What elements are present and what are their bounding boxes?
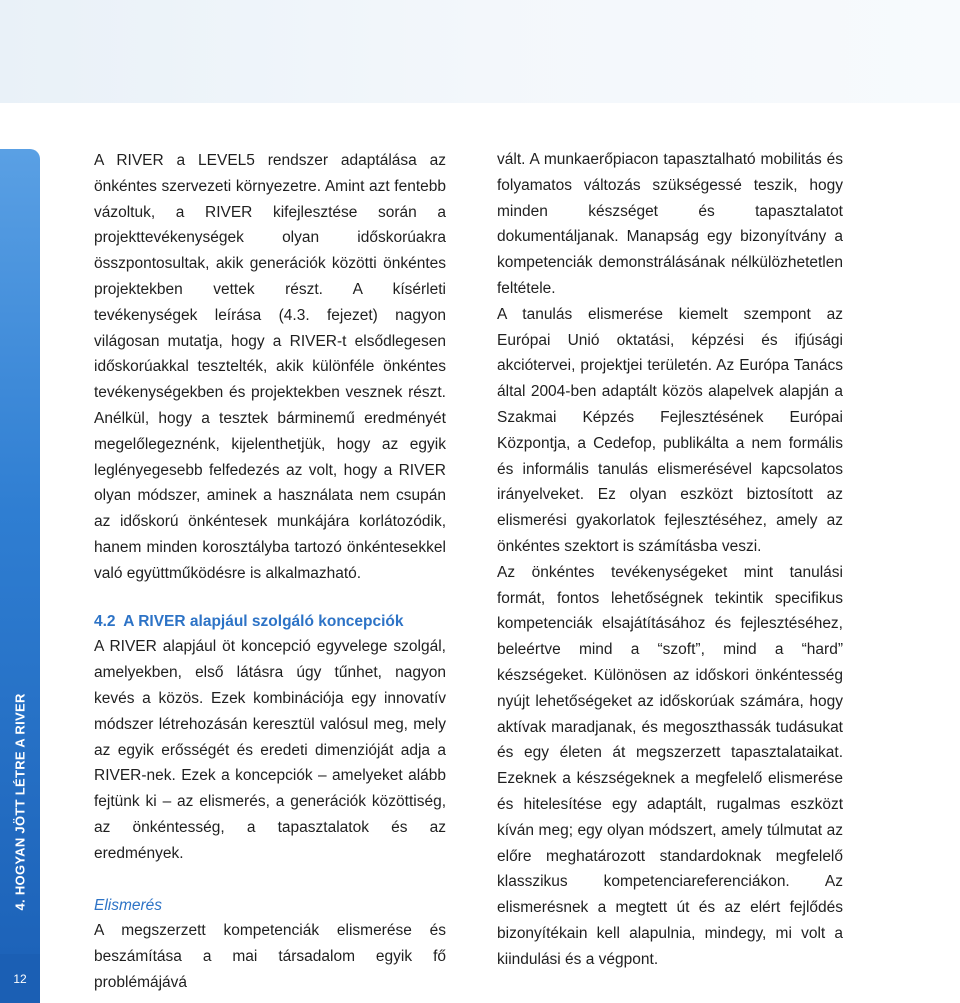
right-paragraph-2: A tanulás elismerése kiemelt szempont az Európai Unió oktatási, képzési és ifjúsági akciótervei, projektjei területén. Az Európa Tanács által 2004-ben adaptált közös alapelvek alapján a Szakmai Képzés Fejlesztésének Európai Központja, a Cedefop, publikálta a nem formális és informális tanulás elismerésével kapcsolatos irányelveket. Ez olyan eszközt biztosított az elismerési gyakorlatok fejlesztéséhez, amely az önkéntes szektort is számításba veszi. xyxy=(497,305,843,555)
header-band xyxy=(0,0,960,103)
subheading: Elismerés xyxy=(94,896,163,914)
right-paragraph-3: Az önkéntes tevékenységeket mint tanulási formát, fontos lehetőségnek tekintik specifikus kompetenciák elsajátításához és fejlesztéséhez, beleértve mind a “szoft”, mind a “hard” készségeket. Különösen az időskori önkéntesség nyújt lehetőségeket az időskorúak számára, hogy aktívak maradjanak, és megoszthassák tudásukat és egy életen át megszerzett tapasztalataikat. Ezeknek a készségeknek a megfelelő elismerése és hitelesítése egy adaptált, rugalmas eszközt kíván meg; egy olyan módszert, amely túlmutat az előre meghatározott standardoknak megfelelő klasszikus kompetenciareferenciákon. Az elismerésnek a megtett út és az elért fejlődés bizonyítékain kell alapulnia, mindegy, mi volt a kiindulási és a végpont. xyxy=(497,563,843,968)
left-paragraph-1: A RIVER a LEVEL5 rendszer adaptálása az önkéntes szervezeti környezetre. Amint azt fentebb vázoltuk, a RIVER kifejlesztése során a projekttevékenységek olyan időskorúakra összpontosultak, akik generációk közötti önkéntes projektekben vettek részt. A kísérleti tevékenységek leírása (4.3. fejezet) nagyon világosan mutatja, hogy a RIVER-t elsődlegesen időskorúakkal tesztelték, akik különféle önkéntes tevékenységekben és projektekben vesznek részt. Anélkül, hogy a tesztek bárminemű eredményét megelőlegeznénk, kijelenthetjük, hogy az egyik leglényegesebb felfedezés az volt, hogy a RIVER olyan módszer, aminek a használata nem csupán az időskorú önkéntesek munkájára korlátozódik, hanem minden korosztályba tartozó önkéntesekkel való együttműködésre is alkalmazható. xyxy=(94,152,446,582)
chapter-side-bar xyxy=(0,149,40,954)
page-number: 12 xyxy=(13,971,27,986)
right-column xyxy=(497,147,843,973)
left-paragraph-3: A megszerzett kompetenciák elismerése és beszámítása a mai társadalom egyik fő problémájává xyxy=(94,922,446,991)
section-number: 4.2 xyxy=(94,612,116,630)
left-paragraph-2: A RIVER alapjául öt koncepció egyvelege szolgál, amelyekben, első látásra úgy tűnhet, nagyon kevés a közös. Ezek kombinációja egy innovatív módszer létrehozásán keresztül valósul meg, mely az egyik erősségét és eredeti dimenzióját adja a RIVER-nek. Ezek a koncepciók – amelyeket alább fejtünk ki – az elismerés, a generációk közöttiség, az önkéntesség, a tapasztalatok és az eredmények. xyxy=(94,638,446,862)
right-paragraph-1: vált. A munkaerőpiacon tapasztalható mobilitás és folyamatos változás szükségessé teszik, hogy minden készséget és tapasztalatot dokumentáljanak. Manapság egy bizonyítvány a kompetenciák demonstrálásának nélkülözhetetlen feltétele. xyxy=(497,151,843,297)
page-number-box xyxy=(0,954,40,1003)
chapter-label: 4. HOGYAN JÖTT LÉTRE A RIVER xyxy=(12,693,28,911)
left-column xyxy=(94,148,446,996)
section-heading xyxy=(94,609,446,635)
section-title: A RIVER alapjául szolgáló koncepciók xyxy=(123,612,404,630)
